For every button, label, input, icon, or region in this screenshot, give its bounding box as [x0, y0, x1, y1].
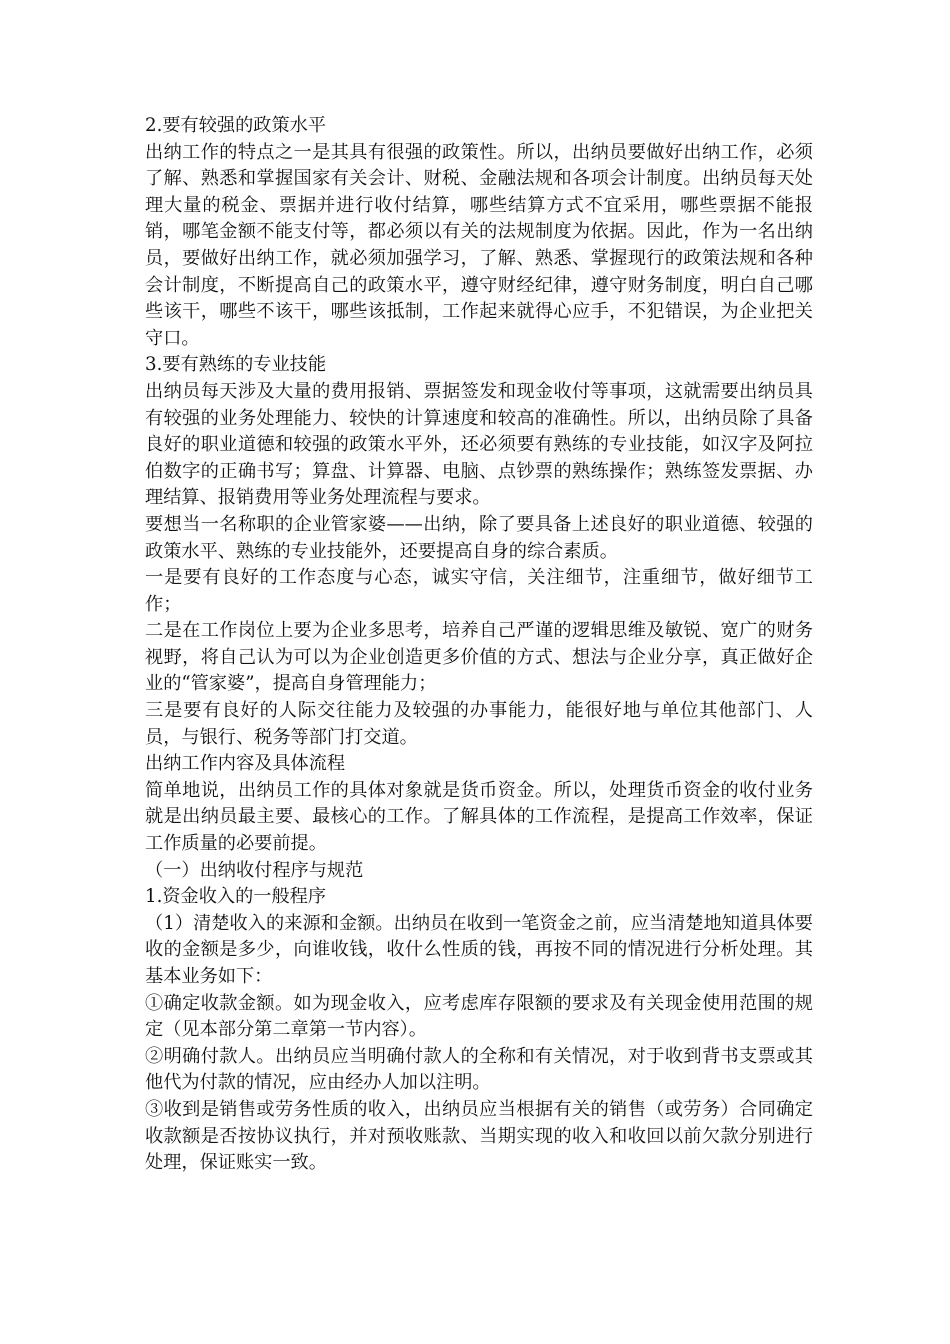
paragraph-professional-skills: 出纳员每天涉及大量的费用报销、票据签发和现金收付等事项，这就需要出纳员具有较强的业务处理能力、较快的计算速度和较高的准确性。所以，出纳员除了具备良好的职业道德和较强的政策水平外，还必须要有熟练的专业技能，如汉字及阿拉伯数字的正确书写；算盘、计算器、电脑、点钞票的熟练操作；熟练签发票据、办理结算、报销费用等业务处理流程与要求。 — [145, 380, 813, 509]
section-heading-income-procedure: 1.资金收入的一般程序 — [145, 886, 327, 908]
paragraph-point-one: 一是要有良好的工作态度与心态，诚实守信，关注细节，注重细节，做好细节工作； — [145, 567, 813, 615]
paragraph-policy-level: 出纳工作的特点之一是其具有很强的政策性。所以，出纳员要做好出纳工作，必须了解、熟悉和掌握国家有关会计、财税、金融法规和各项会计制度。出纳员每天处理大量的税金、票据并进行收付结算，哪些结算方式不宜采用，哪些票据不能报销，哪笔金额不能支付等，都必须以有关的法规制度为依据。因此，作为一名出纳员，要做好出纳工作，就必须加强学习，了解、熟悉、掌握现行的政策法规和各种会计制度，不断提高自己的政策水平，遵守财经纪律，遵守财务制度，明白自己哪些该干，哪些不该干，哪些该抵制，工作起来就得心应手，不犯错误，为企业把关守口。 — [145, 141, 813, 349]
list-item-amount: ①确定收款金额。如为现金收入，应考虑库存限额的要求及有关现金使用范围的规定（见本部分第二章第一节内容）。 — [145, 992, 813, 1041]
list-item-sales-income: ③收到是销售或劳务性质的收入，出纳员应当根据有关的销售（或劳务）合同确定收款额是否按协议执行，并对预收账款、当期实现的收入和收回以前欠款分别进行处理，保证账实一致。 — [145, 1098, 813, 1174]
paragraph-overall-quality: 要想当一名称职的企业管家婆——出纳，除了要具备上述良好的职业道德、较强的政策水平、熟练的专业技能外，还要提高自身的综合素质。 — [145, 513, 813, 562]
section-heading-procedures: （一）出纳收付程序与规范 — [145, 859, 364, 881]
paragraph-point-three: 三是要有良好的人际交往能力及较强的办事能力，能很好地与单位其他部门、人员，与银行、税务等部门打交道。 — [145, 700, 813, 748]
paragraph-point-two: 二是在工作岗位上要为企业多思考，培养自己严谨的逻辑思维及敏锐、宽广的财务视野，将自己认为可以为企业创造更多价值的方式、想法与企业分享，真正做好企业的“管家婆”，提高自身管理能力； — [145, 620, 813, 695]
section-heading-professional-skills: 3.要有熟练的专业技能 — [145, 354, 327, 376]
section-heading-work-content: 出纳工作内容及具体流程 — [145, 753, 346, 775]
paragraph-work-content: 简单地说，出纳员工作的具体对象就是货币资金。所以，处理货币资金的收付业务就是出纳员最主要、最核心的工作。了解具体的工作流程，是提高工作效率，保证工作质量的必要前提。 — [145, 779, 813, 855]
list-item-payer: ②明确付款人。出纳员应当明确付款人的全称和有关情况，对于收到背书支票或其他代为付款的情况，应由经办人加以注明。 — [145, 1045, 813, 1094]
paragraph-income-source: （1）清楚收入的来源和金额。出纳员在收到一笔资金之前，应当清楚地知道具体要收的金额是多少，向谁收钱，收什么性质的钱，再按不同的情况进行分析处理。其基本业务如下： — [145, 912, 813, 987]
document-body — [145, 113, 813, 1177]
section-heading-policy-level: 2.要有较强的政策水平 — [145, 115, 327, 136]
